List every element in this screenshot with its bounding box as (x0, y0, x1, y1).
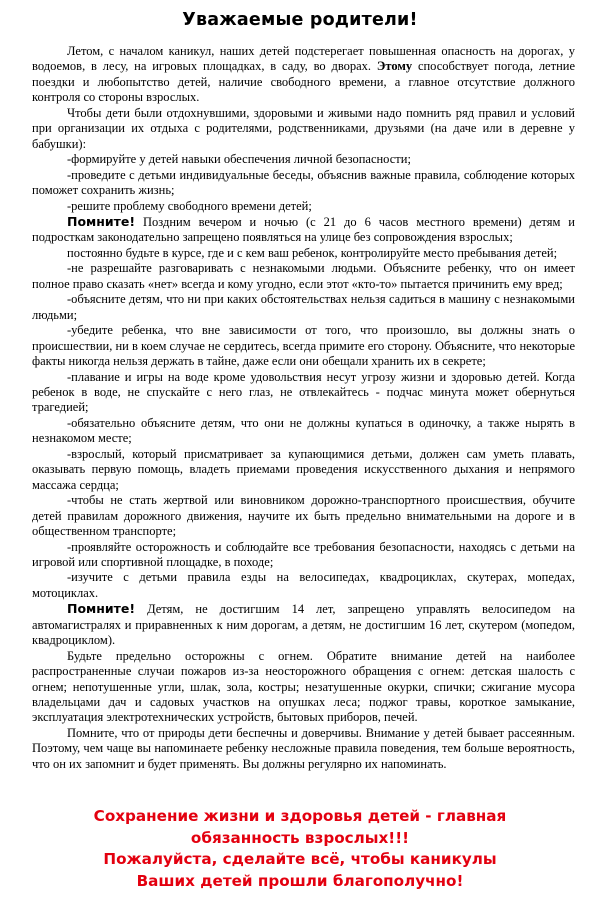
paragraph-text: постоянно будьте в курсе, где и с кем ваш ребенок, контролируйте место пребывания детей; (67, 245, 558, 260)
paragraph (32, 570, 575, 601)
paragraph-text: Поздним вечером и ночью (с 21 до 6 часов местного времени) детям и подросткам законодательно запрещено появляться на улице без сопровождения взрослых; (32, 214, 575, 245)
paragraph (32, 540, 575, 571)
footer-appeal (0, 806, 600, 892)
paragraph (32, 199, 575, 214)
paragraph-text: Чтобы дети были отдохнувшими, здоровыми и живыми надо помнить ряд правил и условий при организации их отдыха с родителями, родственниками, друзьями (на даче или в деревне у бабушки): (32, 105, 575, 151)
paragraph-text: -формируйте у детей навыки обеспечения личной безопасности; (67, 152, 411, 167)
remember-label: Помните! (67, 213, 136, 229)
paragraph (32, 261, 575, 292)
paragraph (32, 649, 575, 726)
paragraph (32, 370, 575, 416)
paragraph-text: -не разрешайте разговаривать с незнакомыми людьми. Объясните ребенку, что он имеет полное право сказать «нет» всегда и кому угодно, если этот «кто-то» пытается причинить ему вред; (32, 261, 575, 291)
paragraph (32, 152, 575, 167)
paragraph (32, 106, 575, 152)
paragraph (32, 726, 575, 772)
paragraph-text: Помните, что от природы дети беспечны и доверчивы. Внимание у детей бывает рассеянным. Поэтому, чем чаще вы напоминаете ребенку несложные правила поведения, тем больше вероятность, что он их запомнит и будет применять. Вы должны регулярно их напоминать. (32, 725, 575, 771)
paragraph (32, 168, 575, 199)
paragraph-text: Будьте предельно осторожны с огнем. Обратите внимание детей на наиболее распространенные случаи пожаров из-за неосторожного обращения с огнем: детская шалость с огнем; непотушенные угли, шлак, зола, костры; незатушенные окурки, спички; сжигание мусора владельцами дач и садовых участков на опушках леса; поджог травы, короткое замыкание, эксплуатация электротехнических устройств, бытовых приборов, печей. (32, 648, 575, 725)
footer-line: Сохранение жизни и здоровья детей - главная (93, 807, 507, 825)
paragraph-text: -проявляйте осторожность и соблюдайте все требования безопасности, находясь с детьми на игровой или спортивной площадке, в походе; (32, 539, 575, 569)
paragraph-text: -объясните детям, что ни при каких обстоятельствах нельзя садиться в машину с незнакомыми людьми; (32, 292, 575, 322)
paragraph (32, 601, 575, 648)
paragraph (32, 44, 575, 106)
paragraph-text: Летом, с началом каникул, наших детей подстерегает повышенная опасность на дорогах, у водоемов, в лесу, на игровых площадках, в саду, во дворах. (32, 44, 575, 74)
paragraph (32, 292, 575, 323)
paragraph (32, 214, 575, 246)
footer-line: Ваших детей прошли благополучно! (136, 871, 464, 890)
paragraph-text: -изучите с детьми правила езды на велосипедах, квадроциклах, скутерах, мопедах, мотоциклах. (32, 570, 575, 600)
paragraph (32, 493, 575, 539)
footer-line: Пожалуйста, сделайте всё, чтобы каникулы (103, 850, 497, 868)
paragraph-text: -проведите с детьми индивидуальные беседы, объяснив важные правила, соблюдение которых поможет сохранить жизнь; (32, 167, 575, 198)
paragraph (32, 323, 575, 369)
paragraph-text: -чтобы не стать жертвой или виновником дорожно-транспортного происшествия, обучите детей правилам дорожного движения, научите их быть предельно внимательными на дороге и в общественном транспорте; (32, 493, 575, 539)
paragraph (32, 416, 575, 447)
page-title: Уважаемые родители! (182, 10, 418, 30)
remember-label: Помните! (67, 601, 136, 617)
footer-line: обязанность взрослых!!! (190, 828, 410, 847)
paragraph (32, 447, 575, 493)
paragraph-text: Детям, не достигшим 14 лет, запрещено управлять велосипедом на автомагистралях и приравненных к ним дорогам, а детям, не достигшим 16 лет, скутером (мопедом, квадроциклом). (32, 602, 575, 648)
bold-word: Этому (376, 59, 413, 74)
paragraph-text: -плавание и игры на воде кроме удовольствия несут угрозу жизни и здоровью детей. Когда ребенок в воде, не спускайте с него глаз, не отвлекайтесь - подчас минута может обернуться трагедией; (32, 369, 575, 415)
paragraph-text: -обязательно объясните детям, что они не должны купаться в одиночку, а также нырять в незнакомом месте; (32, 415, 575, 446)
paragraph-text: -взрослый, который присматривает за купающимися детьми, должен сам уметь плавать, оказывать первую помощь, владеть приемами проведения искусственного дыхания и непрямого массажа сердца; (32, 446, 575, 492)
paragraph-text: -убедите ребенка, что вне зависимости от того, что произошло, вы должны знать о происшествии, ни в коем случае не сердитесь, всегда примите его сторону. Объясните, что некоторые факты никогда нельзя держать в тайне, даже если они обещали хранить их в секрете; (32, 323, 575, 369)
paragraph-text: способствует погода, летние поездки и любопытство детей, наличие свободного времени, а главное отсутствие должного контроля со стороны взрослых. (32, 59, 575, 105)
paragraph-text: -решите проблему свободного времени детей; (67, 198, 312, 213)
notice-body (32, 44, 575, 772)
paragraph (32, 246, 575, 261)
